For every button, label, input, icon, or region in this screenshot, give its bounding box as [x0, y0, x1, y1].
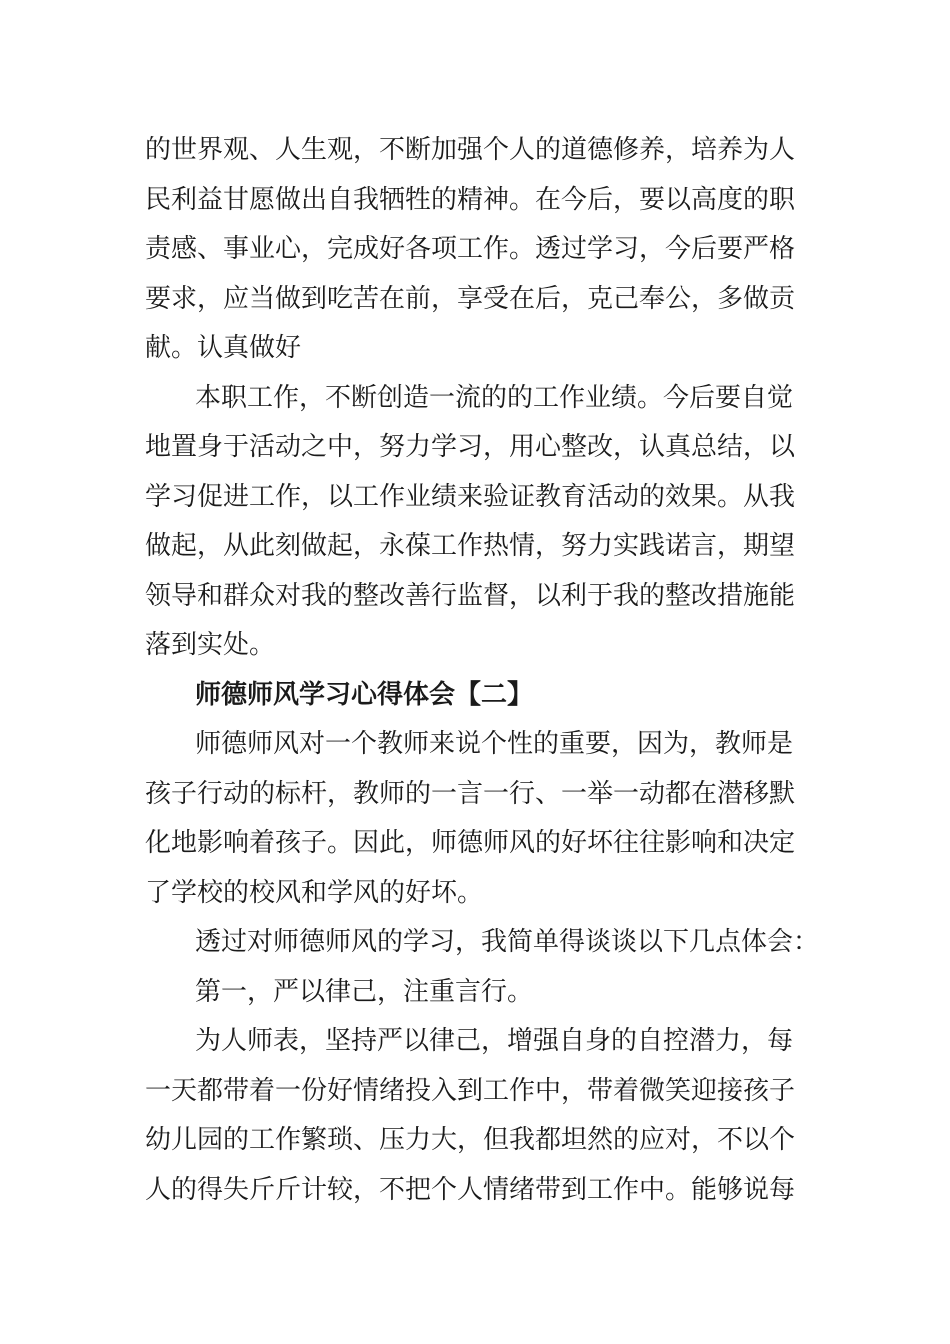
text-line: 责感、事业心，完成好各项工作。透过学习，今后要严格	[145, 234, 796, 264]
paragraph	[145, 968, 805, 1018]
section-heading	[145, 671, 805, 721]
text-line: 化地影响着孩子。因此，师德师风的好坏往往影响和决定	[145, 828, 796, 858]
text-line: 幼儿园的工作繁琐、压力大，但我都坦然的应对，不以个	[145, 1125, 796, 1155]
text-line: 要求，应当做到吃苦在前，享受在后，克己奉公，多做贡	[145, 283, 796, 314]
text-line: 领导和群众对我的整改善行监督，以利于我的整改措施能	[145, 580, 796, 611]
text-line: 做起，从此刻做起，永葆工作热情，努力实践诺言，期望	[145, 531, 796, 561]
text-line: 献。认真做好	[145, 333, 302, 363]
text-line: 第一，严以律己，注重言行。	[195, 976, 534, 1007]
text-line: 人的得失斤斤计较，不把个人情绪带到工作中。能够说每	[145, 1174, 796, 1205]
paragraph	[145, 918, 820, 968]
paragraph	[145, 1017, 805, 1215]
text-line: 了学校的校风和学风的好坏。	[145, 877, 484, 908]
text-line: 师德师风对一个教师来说个性的重要，因为，教师是	[195, 729, 794, 759]
heading-text: 师德师风学习心得体会【二】	[195, 679, 534, 710]
paragraph	[145, 126, 805, 374]
text-line: 本职工作，不断创造一流的的工作业绩。今后要自觉	[195, 382, 794, 413]
text-line: 透过对师德师风的学习，我简单得谈谈以下几点体会：	[195, 927, 820, 957]
text-line: 学习促进工作，以工作业绩来验证教育活动的效果。从我	[145, 481, 796, 512]
text-line: 民利益甘愿做出自我牺牲的精神。在今后，要以高度的职	[145, 184, 796, 215]
text-line: 落到实处。	[145, 630, 276, 660]
text-line: 孩子行动的标杆，教师的一言一行、一举一动都在潜移默	[145, 778, 796, 809]
text-line: 地置身于活动之中，努力学习，用心整改，认真总结，以	[145, 432, 796, 462]
text-line: 为人师表，坚持严以律己，增强自身的自控潜力，每	[195, 1026, 794, 1056]
text-line: 一天都带着一份好情绪投入到工作中，带着微笑迎接孩子	[145, 1075, 796, 1106]
paragraph	[145, 374, 805, 671]
document-body	[145, 126, 820, 1215]
text-line: 的世界观、人生观，不断加强个人的道德修养，培养为人	[145, 135, 796, 165]
paragraph	[145, 720, 805, 918]
